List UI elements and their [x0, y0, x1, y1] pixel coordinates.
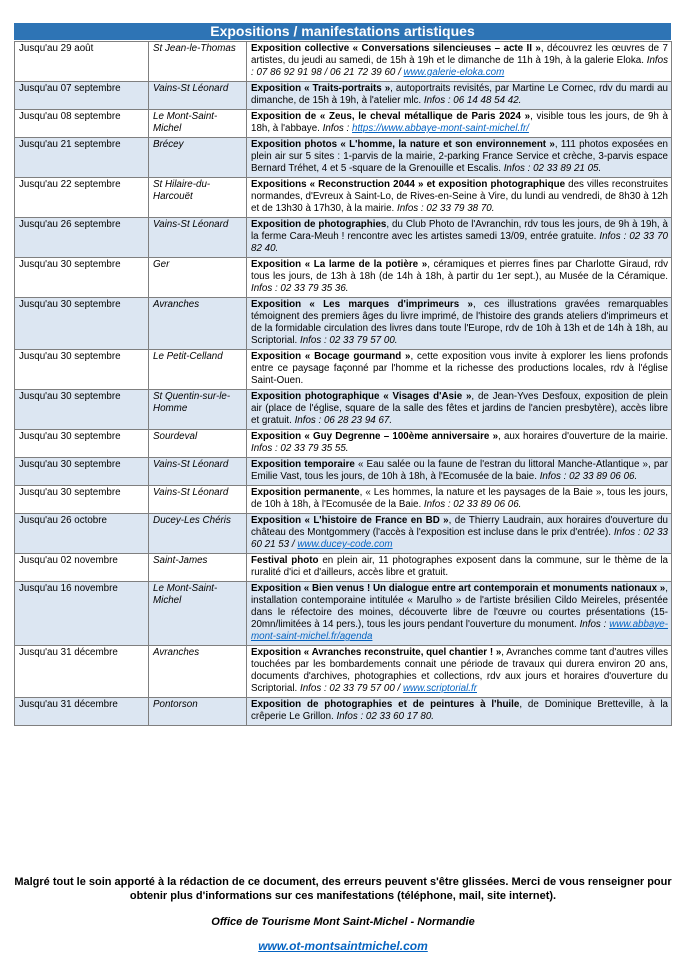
- event-title: Exposition « Bocage gourmand »: [251, 351, 411, 362]
- event-text: , installation contemporaine intitulée « Marulho » de l'artiste brésilien Cildo Meireles, présentée dans le réfectoire des moines, découverte libre de l'œuvre ou courtes présentations (15-20mn/limitées à 14 pers.), tous les jours pendant l'ouverture du monument.: [251, 583, 668, 630]
- event-place: Sourdeval: [149, 430, 247, 458]
- event-info: Infos : 02 33 60 17 80.: [336, 711, 435, 722]
- event-title: Exposition « La larme de la potière »: [251, 259, 428, 270]
- event-description: [247, 554, 672, 582]
- event-text: , découvrez les œuvres de 7 artistes, du jeudi au samedi, de 15h à 19h et le dimanche de 11h à 19h, à la galerie Eloka.: [251, 43, 669, 66]
- event-info: Infos : 02 33 60 21 53 /: [251, 527, 668, 550]
- event-info: Infos : 02 33 89 06 06.: [539, 471, 638, 482]
- event-place: Vains-St Léonard: [149, 458, 247, 486]
- event-row: [15, 110, 672, 138]
- event-row: [15, 430, 672, 458]
- event-link[interactable]: https://www.abbaye-mont-saint-michel.fr/: [352, 123, 529, 134]
- event-row: [15, 138, 672, 178]
- event-title: Exposition de photographies: [251, 219, 387, 230]
- event-date: Jusqu'au 30 septembre: [15, 486, 149, 514]
- event-link[interactable]: www.ducey-code.com: [297, 539, 393, 550]
- event-place: St Jean-le-Thomas: [149, 42, 247, 82]
- event-place: Vains-St Léonard: [149, 218, 247, 258]
- event-row: [15, 350, 672, 390]
- event-row: [15, 458, 672, 486]
- event-row: [15, 218, 672, 258]
- event-title: Exposition « Avranches reconstruite, quel chantier ! »: [251, 647, 502, 658]
- event-title: Exposition temporaire: [251, 459, 355, 470]
- event-text: , Avranches comme tant d'autres villes touchées par les bombardements connait une période de travaux qui durera environ 20 ans, documents d'archives, photographies et collections, rdv aux jours et horaires d'ouverture du Scriptorial.: [251, 647, 668, 694]
- event-description: [247, 258, 672, 298]
- event-description: [247, 390, 672, 430]
- event-description: [247, 698, 672, 726]
- event-title: Exposition photos « L'homme, la nature et son environnement »: [251, 139, 555, 150]
- event-date: Jusqu'au 21 septembre: [15, 138, 149, 178]
- event-title: Exposition de photographies et de peintures à l'huile: [251, 699, 520, 710]
- event-info: Infos : 06 28 23 94 67.: [294, 415, 393, 426]
- event-text: , ces illustrations gravées remarquables témoignent des premiers âges du livre imprimé, de l'histoire des grands ateliers d'imprimeurs et de la formidable circulation des livres dans toute l'Europe, rdv de 10h à 13h et de 14h à 18h, au Scriptorial.: [251, 299, 668, 346]
- event-text: « Eau salée ou la faune de l'estran du littoral Manche-Atlantique », par Emilie Vast, tous les jours, de 10h à 18h, à l'Ecomusée de la baie.: [251, 459, 668, 482]
- event-description: [247, 458, 672, 486]
- event-row: [15, 390, 672, 430]
- event-date: Jusqu'au 30 septembre: [15, 458, 149, 486]
- event-title: Exposition collective « Conversations silencieuses – acte II »: [251, 43, 541, 54]
- event-date: Jusqu'au 30 septembre: [15, 390, 149, 430]
- disclaimer-text: Malgré tout le soin apporté à la rédaction de ce document, des erreurs peuvent s'être glissées. Merci de vous renseigner pour obtenir plus d'informations sur ces manifestations (téléphone, mail, site internet).: [14, 876, 672, 902]
- event-row: [15, 646, 672, 698]
- event-description: [247, 138, 672, 178]
- event-title: Exposition « Guy Degrenne – 100ème anniversaire »: [251, 431, 499, 442]
- office-name: Office de Tourisme Mont Saint-Michel - Normandie: [211, 916, 475, 928]
- event-info: Infos :: [322, 123, 352, 134]
- event-row: [15, 554, 672, 582]
- events-table: [14, 41, 672, 726]
- event-place: St Hilaire-du-Harcouët: [149, 178, 247, 218]
- event-date: Jusqu'au 30 septembre: [15, 430, 149, 458]
- events-table-body: [15, 42, 672, 726]
- event-title: Exposition « Bien venus ! Un dialogue entre art contemporain et monuments nationaux »: [251, 583, 666, 594]
- event-date: Jusqu'au 16 novembre: [15, 582, 149, 646]
- event-date: Jusqu'au 22 septembre: [15, 178, 149, 218]
- event-text: , aux horaires d'ouverture de la mairie.: [498, 431, 668, 442]
- event-date: Jusqu'au 02 novembre: [15, 554, 149, 582]
- event-info: Infos : 02 33 79 57 00 /: [300, 683, 403, 694]
- event-text: , autoportraits revisités, par Martine Le Cornec, rdv du mardi au dimanche, de 15h à 19h, à l'atelier mlc.: [251, 83, 668, 106]
- event-description: [247, 218, 672, 258]
- event-date: Jusqu'au 31 décembre: [15, 646, 149, 698]
- event-place: Ducey-Les Chéris: [149, 514, 247, 554]
- event-place: Ger: [149, 258, 247, 298]
- event-place: Avranches: [149, 646, 247, 698]
- event-info: Infos : 02 33 89 06 06.: [423, 499, 522, 510]
- event-row: [15, 258, 672, 298]
- event-info: Infos : 06 14 48 54 42.: [423, 95, 522, 106]
- event-text: , du Club Photo de l'Avranchin, rdv tous les jours, de 9h à 19h, à la ferme Cara-Meuh ! rencontre avec les artistes samedi 13/09, entrée gratuite.: [251, 219, 668, 242]
- event-place: Vains-St Léonard: [149, 486, 247, 514]
- event-info: Infos : 02 33 79 35 55.: [251, 443, 349, 454]
- event-description: [247, 82, 672, 110]
- event-text: , céramiques et pierres fines par Charlotte Giraud, rdv tous les jours, de 13h à 18h (de 14h à 18h, à partir du 1er sept.), au Musée de la Céramique.: [251, 259, 668, 282]
- event-text: , cette exposition vous invite à explorer les liens profonds entre ce paysage façonné par l'homme et la richesse des productions locales, rdv à l'église Saint-Ouen.: [251, 351, 668, 386]
- event-row: [15, 698, 672, 726]
- event-title: Exposition « L'histoire de France en BD »: [251, 515, 449, 526]
- website-link[interactable]: www.ot-montsaintmichel.com: [258, 939, 428, 953]
- event-text: , de Dominique Bretteville, à la crêperie Le Grillon.: [251, 699, 668, 722]
- event-description: [247, 514, 672, 554]
- page-title: Expositions / manifestations artistiques: [14, 23, 671, 40]
- event-place: Le Mont-Saint-Michel: [149, 110, 247, 138]
- event-date: Jusqu'au 26 septembre: [15, 218, 149, 258]
- event-text: , de Thierry Laudrain, aux horaires d'ouverture du château des Montgommery (l'accès à l'exposition est incluse dans le prix d'entrée).: [251, 515, 668, 538]
- event-row: [15, 486, 672, 514]
- event-place: Avranches: [149, 298, 247, 350]
- event-date: Jusqu'au 29 août: [15, 42, 149, 82]
- event-text: , « Les hommes, la nature et les paysages de la Baie », tous les jours, de 10h à 18h, à l'Ecomusée de la Baie.: [251, 487, 668, 510]
- event-date: Jusqu'au 30 septembre: [15, 350, 149, 390]
- event-link[interactable]: www.abbaye-mont-saint-michel.fr/agenda: [251, 619, 668, 642]
- event-place: Pontorson: [149, 698, 247, 726]
- event-title: Exposition « Les marques d'imprimeurs »: [251, 299, 473, 310]
- event-place: Le Petit-Celland: [149, 350, 247, 390]
- event-title: Festival photo: [251, 555, 319, 566]
- event-row: [15, 582, 672, 646]
- event-description: [247, 110, 672, 138]
- event-info: Infos : 02 33 89 21 05.: [503, 163, 602, 174]
- event-description: [247, 486, 672, 514]
- event-text: en plein air, 11 photographes exposent dans la commune, sur le thème de la ruralité d'ici et d'ailleurs, accès libre et gratuit.: [251, 555, 668, 578]
- event-title: Exposition de « Zeus, le cheval métallique de Paris 2024 »: [251, 111, 531, 122]
- event-description: [247, 582, 672, 646]
- event-text: , de Jean-Yves Desfoux, exposition de plein air (place de l'église, square de la salle des fêtes et jardins de l'ancien presbytère), accès libre et gratuit.: [251, 391, 668, 426]
- event-description: [247, 430, 672, 458]
- event-place: Saint-James: [149, 554, 247, 582]
- event-row: [15, 514, 672, 554]
- event-date: Jusqu'au 07 septembre: [15, 82, 149, 110]
- event-row: [15, 82, 672, 110]
- event-title: Exposition « Traits-portraits »: [251, 83, 391, 94]
- event-place: Brécey: [149, 138, 247, 178]
- event-date: Jusqu'au 26 octobre: [15, 514, 149, 554]
- event-description: [247, 178, 672, 218]
- event-title: Expositions « Reconstruction 2044 » et exposition photographique: [251, 179, 566, 190]
- event-place: Vains-St Léonard: [149, 82, 247, 110]
- event-description: [247, 646, 672, 698]
- event-info: Infos :: [579, 619, 610, 630]
- event-link[interactable]: www.galerie-eloka.com: [403, 67, 505, 78]
- event-info: Infos : 02 33 79 38 70.: [396, 203, 495, 214]
- event-description: [247, 42, 672, 82]
- event-row: [15, 42, 672, 82]
- event-place: Le Mont-Saint-Michel: [149, 582, 247, 646]
- event-text: , 111 photos exposées en plein air sur 5 sites : 1-parvis de la mairie, 2-parking France Service et crèche, 3-parvis espace Bernard Tréhet, 4 et 5 -square de la Grenouille et Escalis.: [251, 139, 668, 174]
- event-info: Infos : 07 86 92 91 98 / 06 21 72 39 60 /: [251, 55, 668, 78]
- event-date: Jusqu'au 30 septembre: [15, 298, 149, 350]
- event-row: [15, 298, 672, 350]
- event-date: Jusqu'au 30 septembre: [15, 258, 149, 298]
- event-info: Infos : 02 33 79 57 00.: [300, 335, 398, 346]
- event-date: Jusqu'au 08 septembre: [15, 110, 149, 138]
- event-info: Infos : 02 33 70 82 40.: [251, 231, 668, 254]
- event-link[interactable]: www.scriptorial.fr: [402, 683, 477, 694]
- event-title: Exposition permanente: [251, 487, 360, 498]
- event-title: Exposition photographique « Visages d'Asie »: [251, 391, 472, 402]
- event-info: Infos : 02 33 79 35 36.: [251, 283, 349, 294]
- event-row: [15, 178, 672, 218]
- event-description: [247, 298, 672, 350]
- event-text: des villes reconstruites normandes, d'Evreux à Saint-Lo, de Rives-en-Seine à Vire, du lundi au vendredi, de 8h30 à 12h et de 13h30 à 17h30, à la mairie.: [251, 179, 668, 214]
- event-description: [247, 350, 672, 390]
- event-date: Jusqu'au 31 décembre: [15, 698, 149, 726]
- event-text: , visible tous les jours, de 9h à 18h, à l'abbaye.: [251, 111, 668, 134]
- event-place: St Quentin-sur-le-Homme: [149, 390, 247, 430]
